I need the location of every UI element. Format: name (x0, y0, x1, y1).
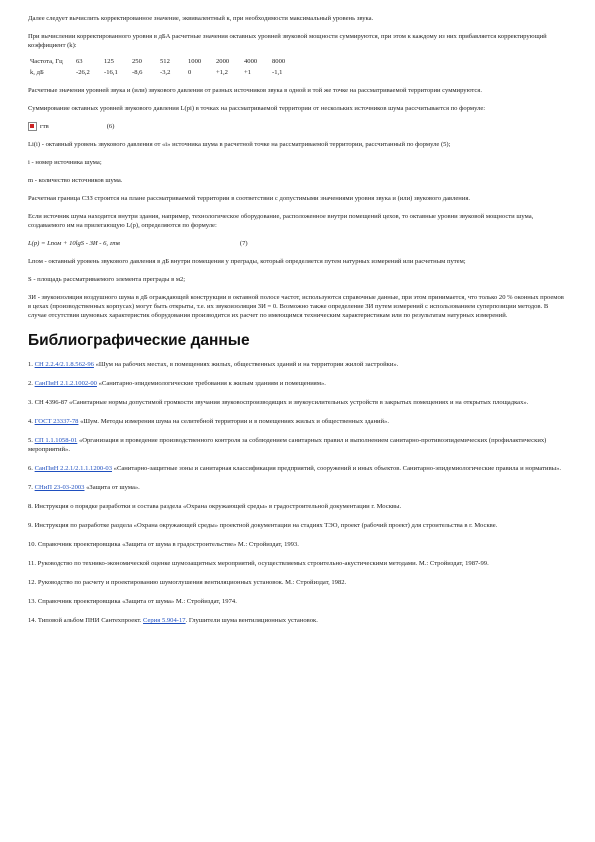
definition-lpom: Lпом - октавный уровень звукового давления в дБ внутри помещения у преграды, который определяется путем натурных измерений или расчетным путем; (28, 258, 466, 266)
table-cell: 250 (132, 58, 142, 65)
bib-link[interactable]: СН 2.2.4/2.1.8.562-96 (34, 361, 94, 369)
table-cell: 512 (160, 58, 170, 65)
formula-7 (28, 239, 568, 248)
table-cell: +1 (244, 69, 252, 76)
table-cell: -1,1 (272, 69, 283, 76)
item-number: 5. (28, 437, 33, 445)
item-number: 8. (28, 503, 33, 511)
formula-7-number: (7) (239, 240, 248, 248)
item-text: Руководство по технико-экономической оценке шумозащитных мероприятий, осуществляемых строительно-акустическими методами. М.: Стройиздат, 1987-99. (36, 560, 489, 568)
definition-m: m - количество источников шума. (28, 177, 123, 185)
bib-link[interactable]: СанПиН 2.2.1/2.1.1.1200-03 (34, 465, 112, 473)
item-text: «Организация и проведение производственного контроля за соблюдением санитарных правил и выполнением санитарно-противоэпидемических (профилактических) мероприятий». (28, 437, 547, 454)
list-item (28, 597, 568, 606)
item-text: «Санитарно-защитные зоны и санитарная классификация предприятий, сооружений и иных объектов. Санитарно-эпидемиологические правила и нормативы». (112, 465, 562, 473)
item-text: СН 4396-87 «Санитарные нормы допустимой громкости звучания звуковоспроизводящих и звукоусилительных устройств в закрытых помещениях и на открытых площадках». (32, 399, 529, 407)
broken-image-icon (28, 122, 37, 131)
definition-s: S - площадь рассматриваемого элемента преграды в м2; (28, 276, 186, 284)
table-cell: 0 (188, 69, 192, 76)
list-item (28, 436, 568, 454)
summation-formula-intro: Суммирование октавных уровней звукового давления L(pi) в точках на рассматриваемой территории от нескольких источников шума рассчитывается по формуле: (28, 105, 486, 112)
table-cell: 2000 (216, 58, 230, 65)
item-number: 12. (28, 579, 37, 587)
item-number: 2. (28, 380, 33, 388)
item-text: . Глушители шума вентиляционных установок. (185, 617, 318, 625)
item-text: Инструкция по разработке раздела «Охрана окружающей среды» проектной документации на стадиях ТЭО, проект (рабочий проект) для строительства в г. Москве. (32, 522, 498, 530)
formula-7-text: L(p) = Lпом + 10lgS - ЗИ - 6, гтв (28, 240, 120, 248)
item-text: Справочник проектировщика «Защита от шума в градостроительстве» М.: Стройиздат, 1993. (36, 541, 299, 549)
table-cell: 125 (104, 58, 114, 65)
list-item (28, 521, 568, 530)
table-cell: 63 (76, 58, 83, 65)
bib-link[interactable]: СанПиН 2.1.2.1002-00 (34, 380, 97, 388)
table-cell: +1,2 (216, 69, 228, 76)
list-item (28, 578, 568, 587)
list-item (28, 540, 568, 549)
table-cell: -26,2 (76, 69, 90, 76)
item-number: 1. (28, 361, 33, 369)
definition-li: Li(i) - октавный уровень звукового давления от «i» источника шума в расчетной точке на рассматриваемой территории, рассчитанный по формуле (5); (28, 141, 451, 149)
k-label: k, дБ (30, 69, 44, 76)
item-number: 3. (28, 399, 33, 407)
table-cell: -16,1 (104, 69, 118, 76)
formula-6-text: гтв (40, 123, 49, 131)
item-number: 6. (28, 465, 33, 473)
bibliography-heading: Библиографические данные (28, 332, 250, 350)
list-item (28, 502, 568, 511)
list-item (28, 360, 568, 369)
item-text: «Защита от шума». (84, 484, 140, 492)
bib-link[interactable]: Серия 5.904-17 (143, 617, 186, 625)
intro-paragraph-2: При вычислении корректированного уровня в дБА расчетные значения октавных уровней звуковой мощности суммируются, при этом к каждому из них прибавляется корректирующий коэффициент (k): (28, 33, 547, 49)
list-item (28, 464, 568, 473)
item-text: Справочник проектировщика «Защита от шума» М.: Стройиздат, 1974. (36, 598, 237, 606)
list-item (28, 559, 568, 568)
definition-zi: ЗИ - звукоизоляция воздушного шума в дБ ограждающей конструкции в октавной полосе частот, используются справочные данные, при этом принимается, что только 20 % оконных проемов в цехах (производственных корпусах) могут быть открыты, т.е. их звукоизоляция ЗИ = 0. Возможно также определение ЗИ путем измерений с использованием суперпозиции методов. В случае отсутствия шумовых характеристик оборудования производится их расчет по имеющимся техническим характеристикам или по результатам натурных измерений. (28, 294, 564, 320)
formula-6-number: (6) (106, 123, 115, 131)
table-row (30, 56, 300, 67)
bib-link[interactable]: СНиП 23-03-2003 (34, 484, 85, 492)
list-item (28, 483, 568, 492)
bib-link[interactable]: ГОСТ 23337-78 (34, 418, 79, 426)
bibliography-list (28, 360, 568, 625)
document-page (28, 14, 568, 635)
freq-label: Частота, Гц (30, 58, 63, 65)
item-number: 9. (28, 522, 33, 530)
list-item (28, 398, 568, 407)
table-cell: 1000 (188, 58, 202, 65)
bib-link[interactable]: СП 1.1.1058-01 (34, 437, 78, 445)
definition-i: i - номер источника шума; (28, 159, 102, 167)
item-text: «Санитарно-эпидемиологические требования к жилым зданиям и помещениям». (96, 380, 326, 388)
item-text: «Шум. Методы измерения шума на селитебной территории и в помещениях жилых и общественных зданий». (78, 418, 389, 426)
item-number: 7. (28, 484, 33, 492)
list-item (28, 616, 568, 625)
table-cell: 4000 (244, 58, 258, 65)
item-text: Инструкция о порядке разработки и состава раздела «Охрана окружающей среды» в градостроительной документации г. Москвы. (32, 503, 402, 511)
octave-correction-table (30, 56, 300, 78)
table-row (30, 67, 300, 78)
item-number: 11. (28, 560, 36, 568)
table-cell: -8,6 (132, 69, 143, 76)
item-number: 4. (28, 418, 33, 426)
item-text: «Шум на рабочих местах, в помещениях жилых, общественных зданий и на территории жилой застройки». (93, 361, 399, 369)
table-cell: 8000 (272, 58, 286, 65)
item-number: 10. (28, 541, 37, 549)
table-cell: -3,2 (160, 69, 171, 76)
item-text: Руководство по расчету и проектированию шумоглушения вентиляционных установок. М.: Стройиздат, 1982. (36, 579, 347, 587)
summation-paragraph: Расчетные значения уровней звука и (или) звукового давления от разных источников звука в одной и той же точке на рассматриваемой территории суммируются. (28, 87, 482, 94)
list-item (28, 379, 568, 388)
item-text: Типовой альбом ПНИ Сантехпроект. (36, 617, 144, 625)
indoor-source-paragraph: Если источник шума находится внутри здания, например, технологическое оборудование, расположенное внутри помещений цехов, то октавные уровни звуковой мощности шума, создаваемого им на прилегающую L(p), определяются по формуле: (28, 213, 534, 230)
formula-6 (28, 122, 568, 131)
boundary-paragraph: Расчетная граница СЗЗ строится на плане рассматриваемой территории в соответствии с допустимыми значениями уровня звука и (или) звукового давления. (28, 195, 471, 203)
intro-paragraph-1: Далее следует вычислить корректированное значение, эквивалентный к, при необходимости максимальный уровень звука. (28, 15, 374, 22)
list-item (28, 417, 568, 426)
item-number: 14. (28, 617, 37, 625)
item-number: 13. (28, 598, 37, 606)
